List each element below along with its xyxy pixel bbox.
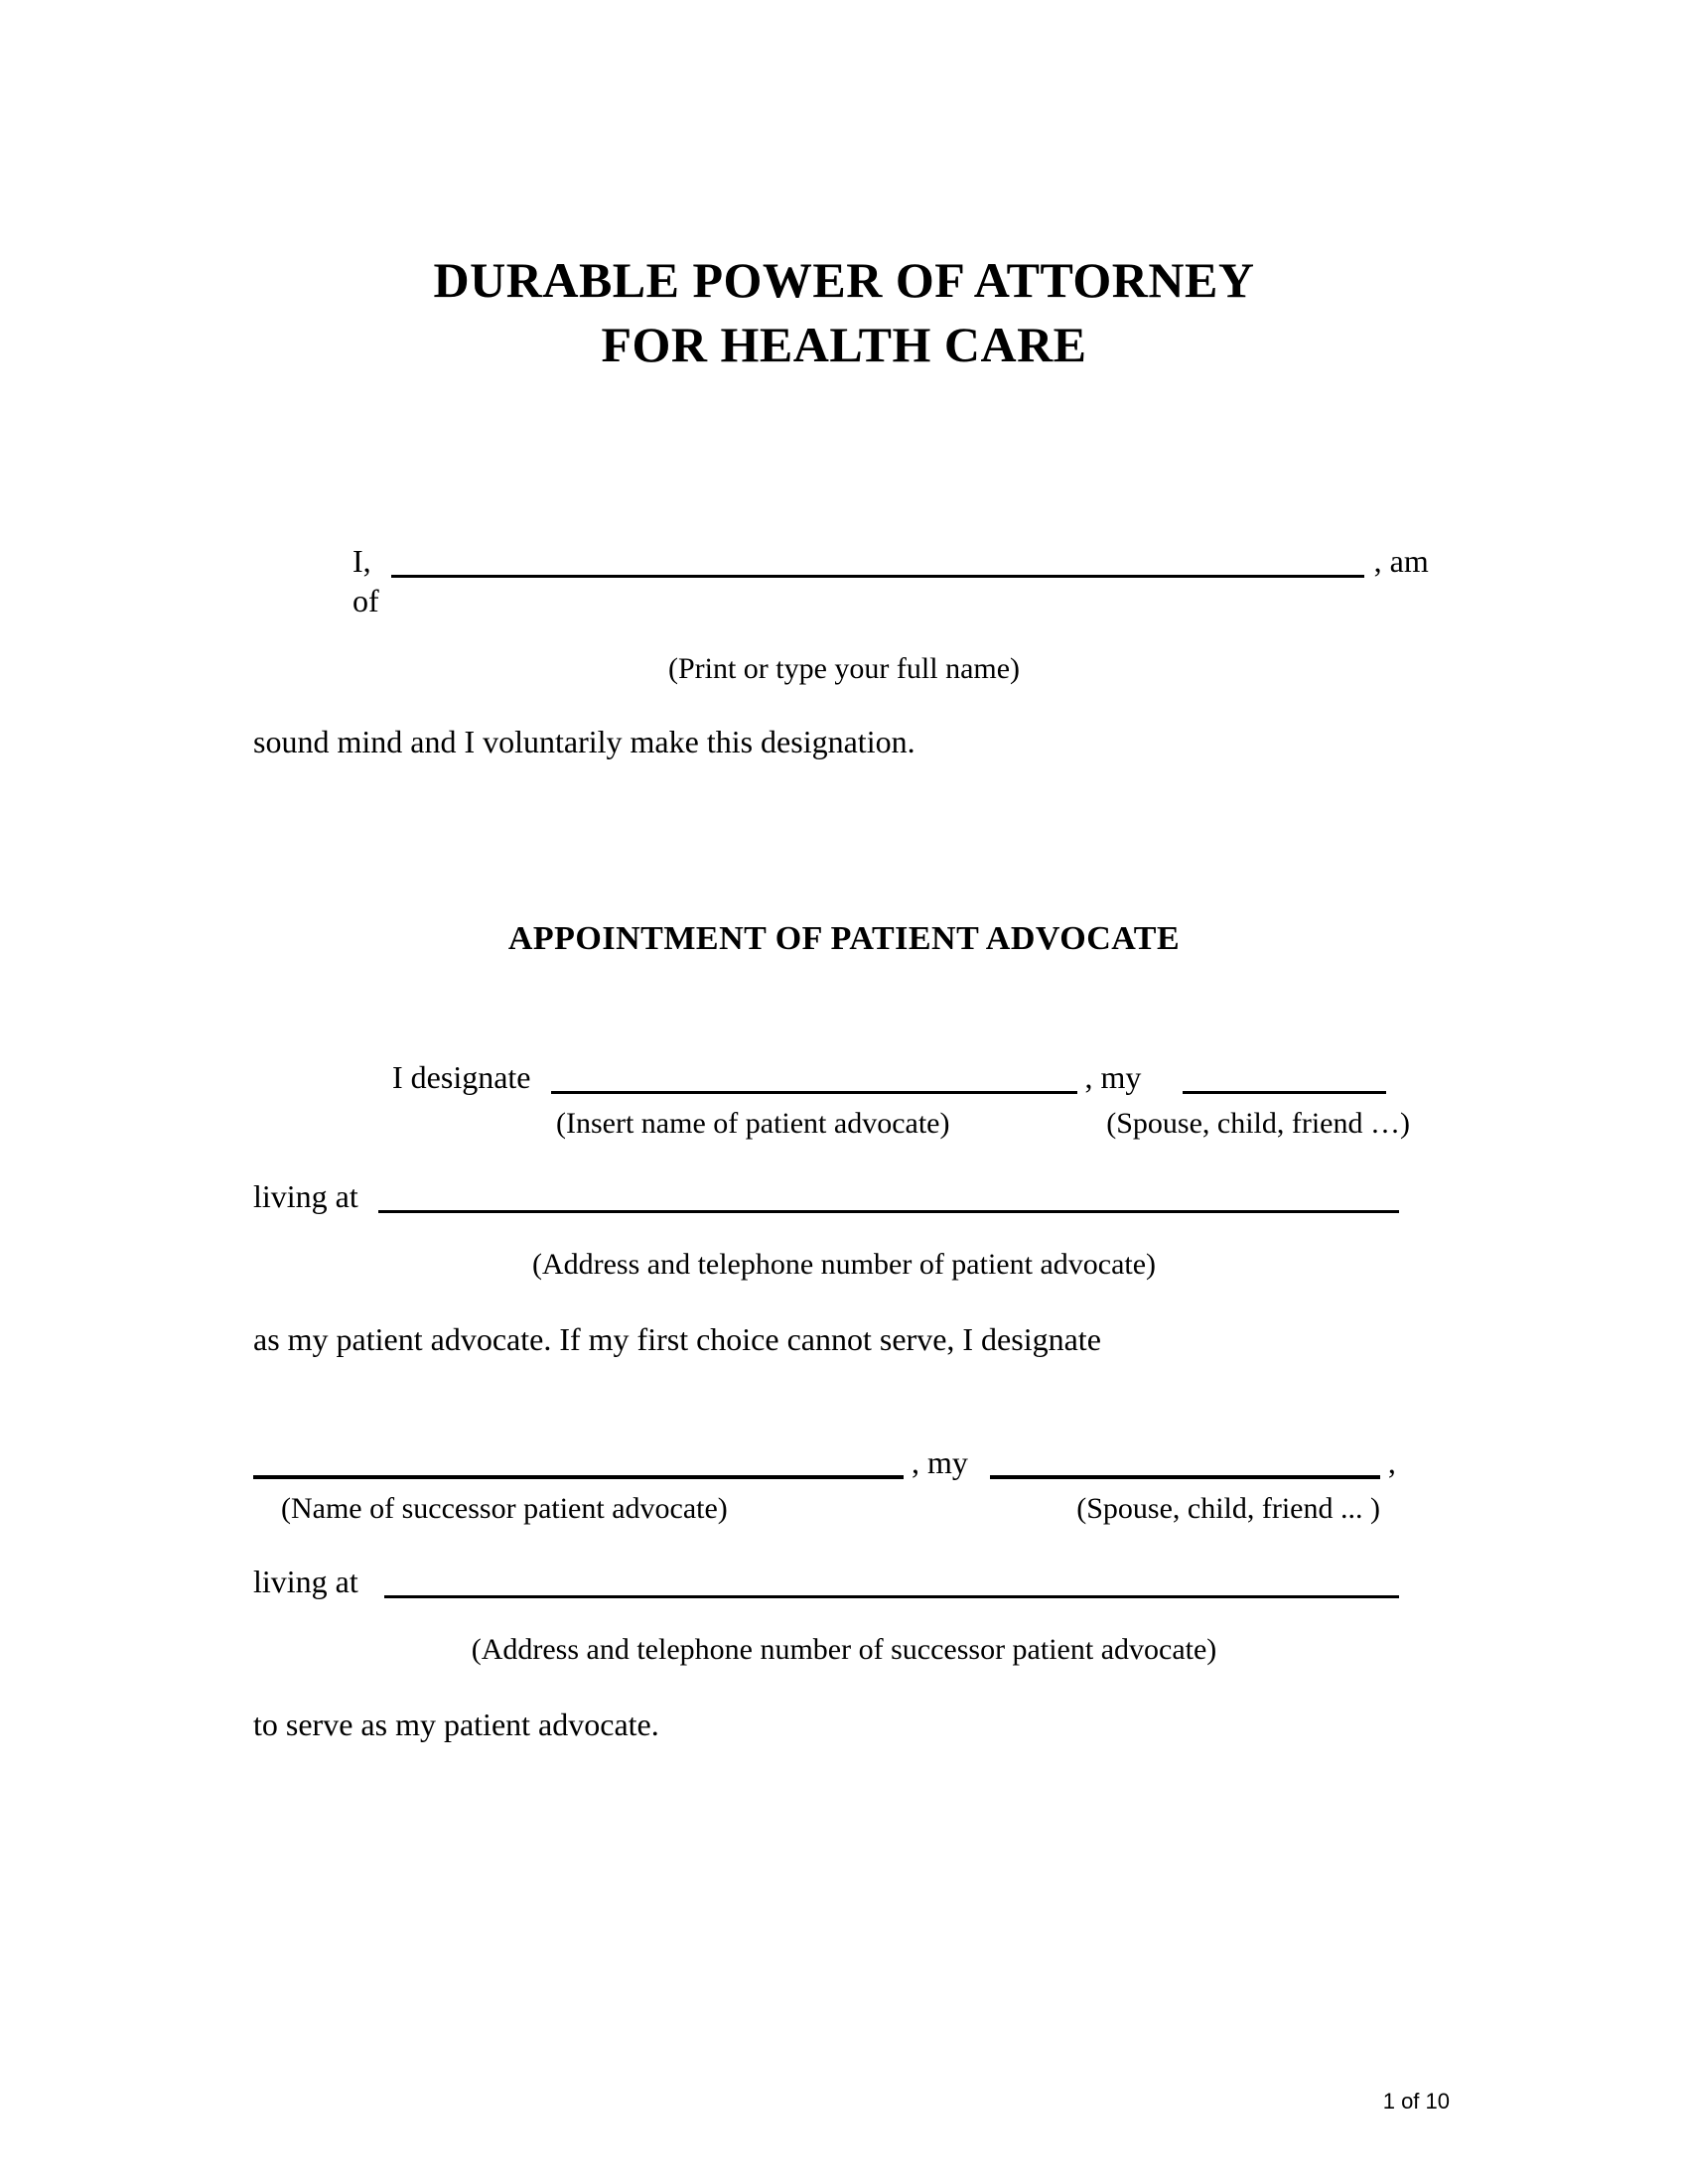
successor-trailing-comma: , xyxy=(1387,1444,1396,1480)
first-choice-line: as my patient advocate. If my first choice cannot serve, I designate xyxy=(253,1321,1101,1357)
full-name-hint: (Print or type your full name) xyxy=(667,652,1021,685)
successor-address-blank[interactable] xyxy=(384,1595,1399,1598)
successor-relation-blank[interactable] xyxy=(990,1475,1380,1479)
advocate-name-blank[interactable] xyxy=(551,1091,1077,1094)
page-number: 1 of 10 xyxy=(1382,2089,1450,2114)
successor-name-hint: (Name of successor patient advocate) xyxy=(281,1492,728,1525)
advocate-name-hint: (Insert name of patient advocate) xyxy=(556,1107,950,1140)
intro-lead: I, xyxy=(352,543,371,579)
section-heading: APPOINTMENT OF PATIENT ADVOCATE xyxy=(507,920,1181,957)
successor-after-name: , my xyxy=(912,1444,968,1480)
full-name-blank[interactable] xyxy=(391,575,1364,578)
designate-lead: I designate xyxy=(392,1059,531,1095)
advocate-living-line xyxy=(253,1176,1435,1216)
advocate-relation-hint: (Spouse, child, friend …) xyxy=(1106,1107,1410,1140)
advocate-address-hint: (Address and telephone number of patient advocate) xyxy=(531,1248,1157,1281)
designate-after-name: , my xyxy=(1084,1059,1142,1095)
title-line-2: FOR HEALTH CARE xyxy=(601,317,1087,372)
designate-line xyxy=(253,1057,1435,1097)
living-at-label-2: living at xyxy=(253,1564,358,1599)
advocate-address-blank[interactable] xyxy=(378,1210,1399,1213)
successor-name-blank[interactable] xyxy=(253,1475,904,1479)
advocate-hint-row xyxy=(253,1107,1435,1141)
successor-living-line xyxy=(253,1562,1435,1601)
successor-relation-hint: (Spouse, child, friend ... ) xyxy=(1076,1492,1380,1525)
successor-designate-line xyxy=(253,1442,1435,1482)
living-at-label: living at xyxy=(253,1178,358,1214)
successor-hint-row xyxy=(253,1492,1435,1526)
intro-tail: , am of xyxy=(352,543,1429,618)
closing-line: to serve as my patient advocate. xyxy=(253,1706,659,1742)
successor-address-hint: (Address and telephone number of successor patient advocate) xyxy=(471,1633,1217,1666)
title-line-1: DURABLE POWER OF ATTORNEY xyxy=(433,252,1255,308)
intro-continuation: sound mind and I voluntarily make this designation. xyxy=(253,724,915,759)
intro-line xyxy=(253,541,1435,620)
advocate-relation-blank[interactable] xyxy=(1183,1091,1386,1094)
document-title xyxy=(253,248,1435,377)
